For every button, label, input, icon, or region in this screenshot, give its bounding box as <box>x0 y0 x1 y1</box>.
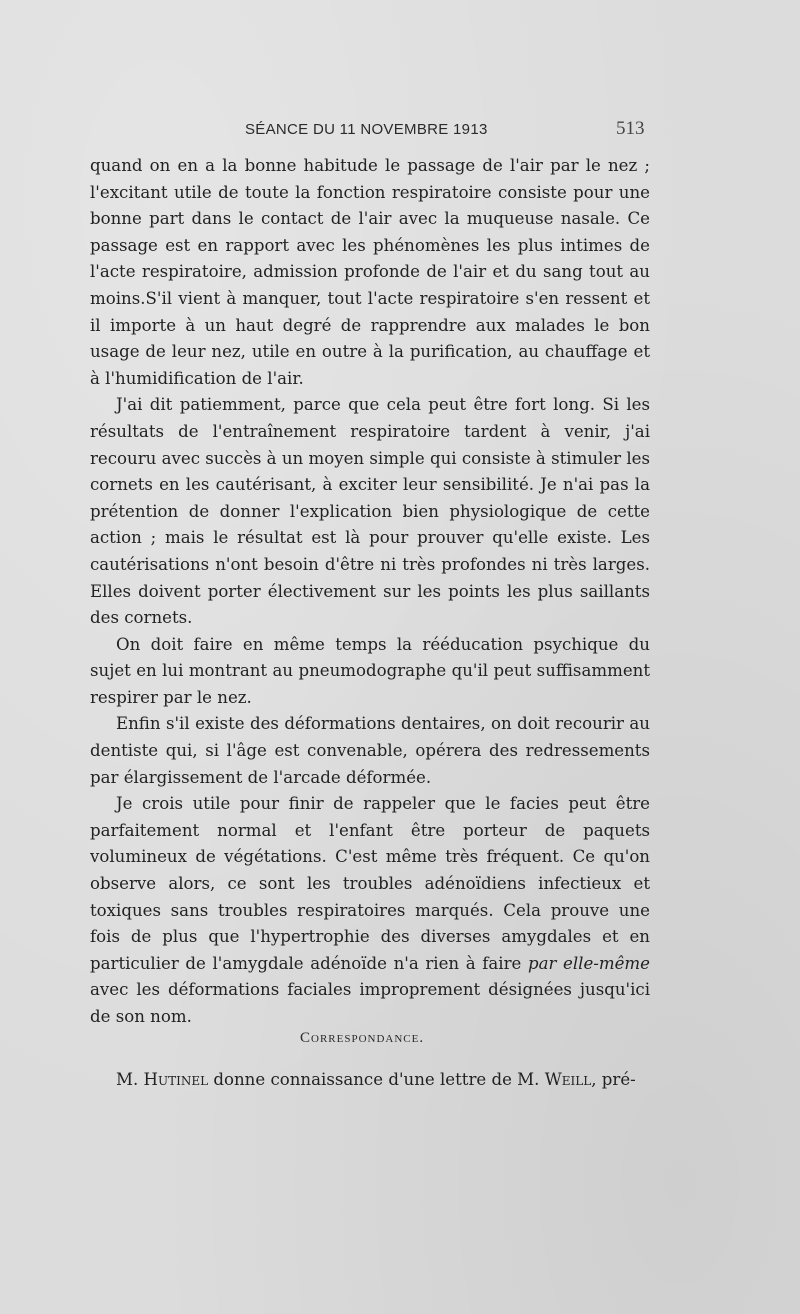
paragraph-5 <box>90 791 650 1030</box>
speaker-name: Hutinel <box>143 1070 209 1089</box>
page-number: 513 <box>616 118 645 139</box>
paragraph-4: Enfin s'il existe des déformations dentaires, on doit recourir au dentiste qui, si l'âge est convenable, opérera des redressements par élargissement de l'arcade déformée. <box>90 714 650 787</box>
body-text <box>90 153 650 1031</box>
section-title: Correspondance. <box>300 1030 425 1046</box>
paragraph-1: quand on en a la bonne habitude le passage de l'air par le nez ; l'excitant utile de toute la fonction respiratoire consiste pour une bonne part dans le contact de l'air avec la muqueuse nasale. Ce passage est en rapport avec les phénomènes les plus intimes de l'acte respiratoire, admission profonde de l'air et du sang tout au moins.S'il vient à manquer, tout l'acte respiratoire s'en ressent et il importe à un haut degré de rapprendre aux malades le bon usage de leur nez, utile en outre à la purification, au chauffage et à l'humidification de l'air. <box>90 156 650 388</box>
paragraph-5-text-after: avec les déformations faciales improprement désignées jusqu'ici de son nom. <box>90 980 650 1026</box>
running-header: SÉANCE DU 11 NOVEMBRE 1913 <box>245 121 488 138</box>
paragraph-5-text-before: Je crois utile pour finir de rappeler que le facies peut être parfaitement normal et l'enfant être porteur de paquets volumineux de végétations. C'est même très fréquent. Ce qu'on observe alors, ce sont les troubles adénoïdiens infectieux et toxiques sans troubles respiratoires marqués. Cela prouve une fois de plus que l'hypertrophie des diverses amygdales et en particulier de l'amygdale adénoïde n'a rien à faire <box>90 794 650 973</box>
addressee-name: Weill <box>544 1070 592 1089</box>
closing-tail: , pré- <box>591 1070 636 1089</box>
paragraph-3: On doit faire en même temps la rééducation psychique du sujet en lui montrant au pneumodographe qu'il peut suffisamment respirer par le nez. <box>90 634 650 707</box>
closing-initial: M. <box>116 1070 139 1089</box>
closing-paragraph <box>116 1070 656 1089</box>
closing-middle: donne connaissance d'une lettre de M. <box>208 1070 545 1089</box>
paragraph-5-italic: par elle-même <box>527 953 650 973</box>
paragraph-2: J'ai dit patiemment, parce que cela peut être fort long. Si les résultats de l'entraînement respiratoire tardent à venir, j'ai recouru avec succès à un moyen simple qui consiste à stimuler les cornets en les cautérisant, à exciter leur sensibilité. Je n'ai pas la prétention de donner l'explication bien physiologique de cette action ; mais le résultat est là pour prouver qu'elle existe. Les cautérisations n'ont besoin d'être ni très profondes ni très larges. Elles doivent porter électivement sur les points les plus saillants des cornets. <box>90 395 650 628</box>
